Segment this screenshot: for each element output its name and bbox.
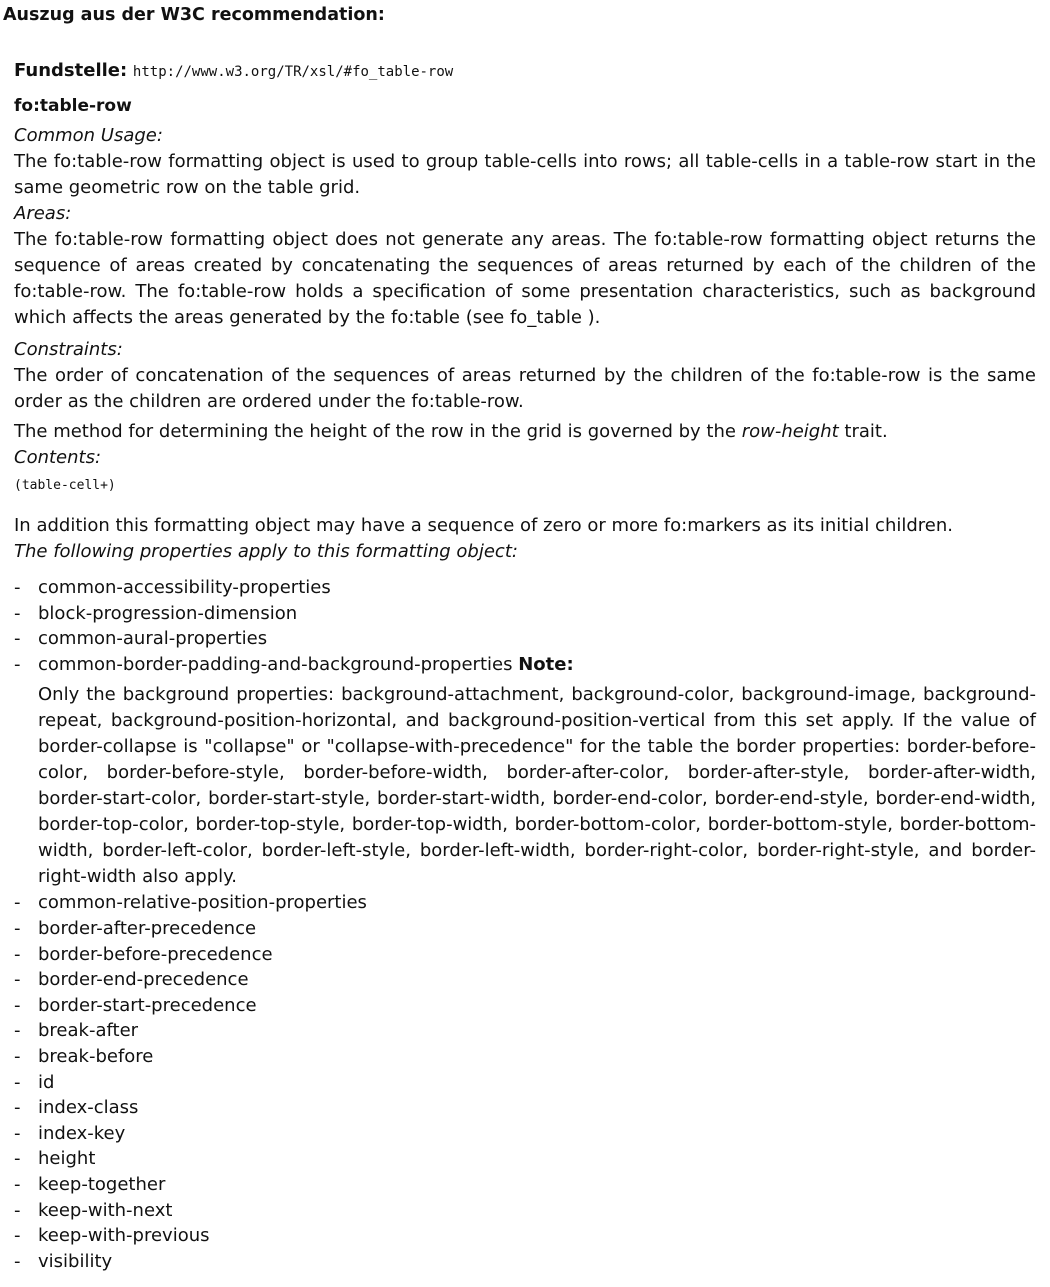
property-name: common-aural-properties — [38, 628, 268, 650]
list-dash: - — [14, 1097, 21, 1119]
constraints-text-2-before: The method for determining the height of the row in the grid is governed by the — [14, 421, 742, 442]
constraints-text-2-after: trait. — [838, 421, 888, 442]
object-title: fo:table-row — [14, 96, 132, 116]
list-item — [14, 1249, 1036, 1275]
properties-list — [14, 575, 1036, 1274]
list-dash: - — [14, 917, 21, 939]
list-item — [14, 575, 1036, 601]
property-name: index-key — [38, 1122, 126, 1144]
common-usage-label: Common Usage: — [14, 125, 163, 146]
list-item — [14, 1044, 1036, 1070]
list-dash: - — [14, 1173, 21, 1195]
list-dash: - — [14, 892, 21, 914]
list-item — [14, 1223, 1036, 1249]
property-name: keep-with-next — [38, 1199, 173, 1221]
list-item — [14, 916, 1036, 942]
list-dash: - — [14, 969, 21, 991]
property-name: border-before-precedence — [38, 943, 273, 965]
property-name: border-start-precedence — [38, 994, 257, 1016]
list-dash: - — [14, 1250, 21, 1272]
list-item — [14, 1070, 1036, 1096]
source-label: Fundstelle: — [14, 60, 128, 81]
list-dash: - — [14, 1148, 21, 1170]
constraints-text-2 — [14, 419, 1036, 445]
property-name: common-accessibility-properties — [38, 577, 331, 598]
list-item — [14, 1172, 1036, 1198]
list-dash: - — [14, 653, 21, 675]
common-usage-text: The fo:table-row formatting object is used to group table-cells into rows; all table-cells in a table-row start in the same geometric row on the table grid. — [14, 151, 1036, 198]
contents-text: In addition this formatting object may have a sequence of zero or more fo:markers as its initial children. — [14, 515, 953, 536]
areas-text: The fo:table-row formatting object does not generate any areas. The fo:table-row formatting object returns the sequence of areas created by concatenating the sequences of areas returned by each of the children of the fo:table-row. The fo:table-row holds a specification of some presentation characteristics, such as background which affects the areas generated by the fo:table (see fo_table ). — [14, 229, 1036, 328]
note-text: Only the background properties: background-attachment, background-color, background-image, background-repeat, background-position-horizontal, and background-position-vertical from this set apply. If the value of border-collapse is "collapse" or "collapse-with-precedence" for the table the border properties: border-before-color, border-before-style, border-before-width, border-after-color, border-after-style, border-after-width, border-start-color, border-start-style, border-start-width, border-end-color, border-end-style, border-end-width, border-top-color, border-top-style, border-top-width, border-bottom-color, border-bottom-style, border-bottom-width, border-left-color, border-left-style, border-left-width, border-right-color, border-right-style, and border-right-width also apply. — [38, 684, 1036, 888]
contents-code: (table-cell+) — [14, 478, 116, 493]
list-dash: - — [14, 1122, 21, 1144]
property-name: height — [38, 1148, 96, 1170]
constraints-text-1: The order of concatenation of the sequences of areas returned by the children of the fo:table-row is the same order as the children are ordered under the fo:table-row. — [14, 365, 1036, 412]
list-item — [14, 1198, 1036, 1224]
list-dash: - — [14, 1225, 21, 1247]
property-name: border-end-precedence — [38, 969, 249, 991]
list-dash: - — [14, 943, 21, 965]
list-item — [14, 626, 1036, 652]
list-dash: - — [14, 994, 21, 1016]
property-name: visibility — [38, 1250, 113, 1272]
list-item — [14, 1095, 1036, 1121]
property-name: common-border-padding-and-background-properties — [38, 653, 513, 675]
property-name: block-progression-dimension — [38, 602, 298, 624]
list-item — [14, 601, 1036, 627]
list-dash: - — [14, 1199, 21, 1221]
property-name: index-class — [38, 1097, 139, 1119]
list-dash: - — [14, 628, 21, 650]
list-dash: - — [14, 1071, 21, 1093]
list-dash: - — [14, 602, 21, 624]
property-name: keep-together — [38, 1173, 166, 1195]
list-item — [14, 1121, 1036, 1147]
source-url: http://www.w3.org/TR/xsl/#fo_table-row — [132, 64, 454, 80]
list-item — [14, 1018, 1036, 1044]
property-name: break-before — [38, 1045, 154, 1067]
source-reference — [14, 58, 1036, 85]
property-name: id — [38, 1071, 55, 1093]
list-item — [14, 967, 1036, 993]
areas-label: Areas: — [14, 203, 72, 224]
property-name: border-after-precedence — [38, 917, 257, 939]
property-name: break-after — [38, 1020, 139, 1042]
list-dash: - — [14, 1045, 21, 1067]
list-item — [14, 1146, 1036, 1172]
list-item — [14, 942, 1036, 968]
property-name: common-relative-position-properties — [38, 892, 367, 914]
note-label: Note: — [518, 653, 574, 675]
property-name: keep-with-previous — [38, 1225, 210, 1247]
list-item — [14, 890, 1036, 916]
properties-intro: The following properties apply to this formatting object: — [14, 541, 518, 562]
row-height-term: row-height — [741, 421, 839, 442]
document-content — [14, 58, 1036, 1274]
list-dash: - — [14, 1020, 21, 1042]
list-item-with-note — [14, 652, 1036, 891]
page-header-title: Auszug aus der W3C recommendation: — [3, 5, 385, 25]
contents-label: Contents: — [14, 447, 102, 468]
list-item — [14, 993, 1036, 1019]
constraints-label: Constraints: — [14, 339, 123, 360]
list-dash: - — [14, 577, 21, 598]
